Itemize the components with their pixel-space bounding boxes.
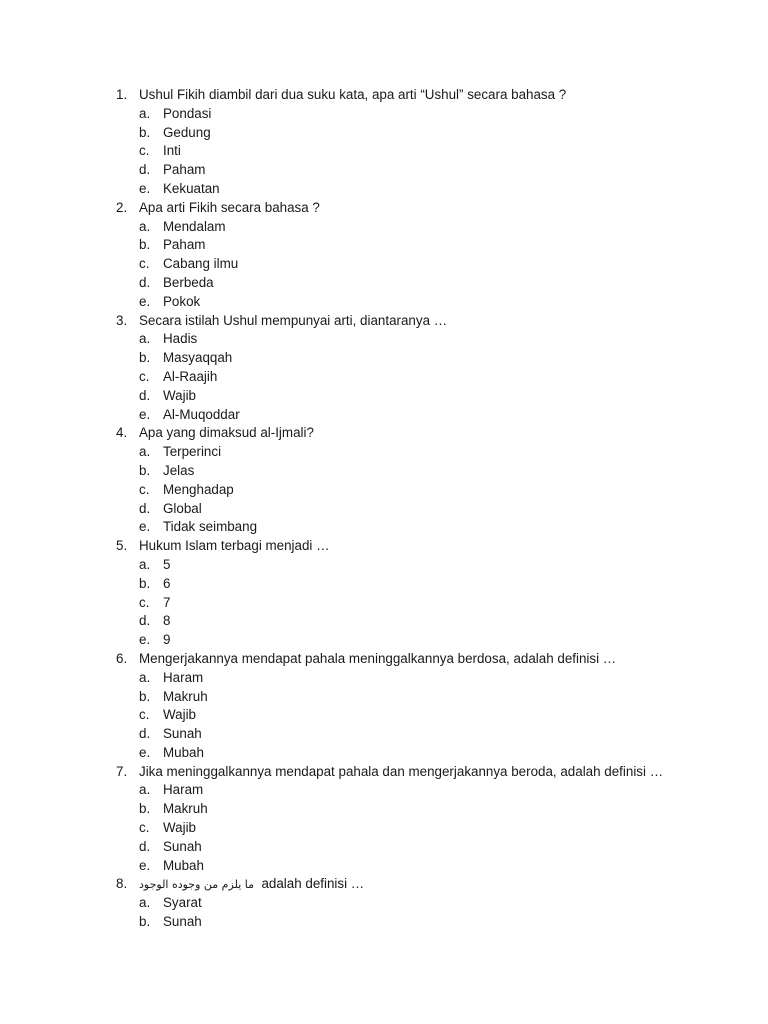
- option-text: Haram: [163, 669, 204, 685]
- option-letter: c.: [139, 707, 150, 723]
- option-c: [116, 255, 736, 274]
- option-b: [116, 236, 736, 255]
- option-text: Inti: [163, 143, 181, 159]
- option-letter: a.: [139, 331, 151, 347]
- option-d: [116, 725, 736, 744]
- option-c: [116, 819, 736, 838]
- option-letter: e.: [139, 632, 151, 648]
- option-e: [116, 631, 736, 650]
- option-text: 5: [163, 556, 171, 572]
- option-list: [116, 669, 736, 763]
- option-a: [116, 443, 736, 462]
- option-e: [116, 180, 736, 199]
- option-letter: e.: [139, 406, 151, 422]
- option-letter: b.: [139, 124, 151, 140]
- option-c: [116, 594, 736, 613]
- option-a: [116, 218, 736, 237]
- option-letter: b.: [139, 575, 151, 591]
- option-text: Menghadap: [163, 481, 234, 497]
- option-text: Sunah: [163, 838, 202, 854]
- option-e: [116, 518, 736, 537]
- option-b: [116, 124, 736, 143]
- question-number: 2.: [116, 199, 128, 215]
- option-letter: d.: [139, 274, 151, 290]
- question-line: [116, 312, 736, 331]
- option-text: Terperinci: [163, 444, 222, 460]
- option-letter: b.: [139, 462, 151, 478]
- question-number: 5.: [116, 538, 128, 554]
- question-text: Apa yang dimaksud al-Ijmali?: [139, 425, 314, 441]
- option-letter: c.: [139, 594, 150, 610]
- question-line: [116, 763, 736, 782]
- option-text: Wajib: [163, 387, 196, 403]
- option-text: Wajib: [163, 820, 196, 836]
- question-text: Secara istilah Ushul mempunyai arti, diantaranya …: [139, 312, 448, 328]
- option-text: 9: [163, 632, 171, 648]
- option-text: Kekuatan: [163, 180, 220, 196]
- option-text: Paham: [163, 162, 206, 178]
- option-letter: d.: [139, 387, 151, 403]
- option-letter: d.: [139, 162, 151, 178]
- option-e: [116, 293, 736, 312]
- option-d: [116, 838, 736, 857]
- question-text: Apa arti Fikih secara bahasa ?: [139, 199, 320, 215]
- option-letter: e.: [139, 857, 151, 873]
- option-e: [116, 857, 736, 876]
- question-line: [116, 199, 736, 218]
- option-list: [116, 556, 736, 650]
- question-text: Hukum Islam terbagi menjadi …: [139, 538, 330, 554]
- option-letter: e.: [139, 180, 151, 196]
- option-letter: b.: [139, 688, 151, 704]
- option-text: Makruh: [163, 688, 208, 704]
- option-text: Masyaqqah: [163, 350, 233, 366]
- option-text: Jelas: [163, 462, 195, 478]
- question-text: Mengerjakannya mendapat pahala meninggalkannya berdosa, adalah definisi …: [139, 650, 617, 666]
- option-letter: d.: [139, 726, 151, 742]
- option-d: [116, 612, 736, 631]
- option-text: Pondasi: [163, 105, 212, 121]
- option-e: [116, 744, 736, 763]
- option-e: [116, 406, 736, 425]
- question-line: [116, 86, 736, 105]
- option-letter: a.: [139, 782, 151, 798]
- question-text-latin: adalah definisi …: [261, 876, 365, 892]
- question-number: 8.: [116, 876, 128, 892]
- option-text: Sunah: [163, 726, 202, 742]
- option-list: [116, 105, 736, 199]
- option-letter: b.: [139, 801, 151, 817]
- question-number: 7.: [116, 763, 128, 779]
- question-3: [116, 312, 736, 425]
- option-a: [116, 330, 736, 349]
- question-line: [116, 537, 736, 556]
- option-letter: a.: [139, 669, 151, 685]
- question-text: [139, 875, 364, 895]
- question-2: [116, 199, 736, 312]
- option-a: [116, 894, 736, 913]
- option-letter: c.: [139, 368, 150, 384]
- option-c: [116, 142, 736, 161]
- option-b: [116, 688, 736, 707]
- option-letter: d.: [139, 613, 151, 629]
- option-a: [116, 781, 736, 800]
- option-b: [116, 800, 736, 819]
- option-letter: e.: [139, 519, 151, 535]
- option-d: [116, 274, 736, 293]
- option-letter: e.: [139, 293, 151, 309]
- option-letter: a.: [139, 105, 151, 121]
- option-list: [116, 330, 736, 424]
- question-number: 6.: [116, 650, 128, 666]
- option-text: Al-Muqoddar: [163, 406, 240, 422]
- option-text: Mubah: [163, 857, 204, 873]
- option-text: Wajib: [163, 707, 196, 723]
- option-letter: a.: [139, 895, 151, 911]
- question-number: 3.: [116, 312, 128, 328]
- arabic-phrase: ما يلزم من وجوده الوجود: [139, 878, 255, 892]
- question-7: [116, 763, 736, 876]
- option-letter: c.: [139, 820, 150, 836]
- question-8: [116, 875, 736, 931]
- option-text: Gedung: [163, 124, 211, 140]
- question-text: Jika meninggalkannya mendapat pahala dan mengerjakannya beroda, adalah definisi …: [139, 763, 664, 779]
- option-text: Global: [163, 500, 202, 516]
- option-letter: d.: [139, 838, 151, 854]
- option-text: Cabang ilmu: [163, 256, 239, 272]
- option-b: [116, 349, 736, 368]
- option-text: Haram: [163, 782, 204, 798]
- question-1: [116, 86, 736, 199]
- option-letter: a.: [139, 444, 151, 460]
- option-letter: c.: [139, 143, 150, 159]
- option-text: Makruh: [163, 801, 208, 817]
- option-letter: d.: [139, 500, 151, 516]
- option-text: Syarat: [163, 895, 202, 911]
- option-letter: a.: [139, 218, 151, 234]
- question-6: [116, 650, 736, 763]
- option-a: [116, 669, 736, 688]
- question-line: [116, 650, 736, 669]
- option-d: [116, 161, 736, 180]
- option-text: Pokok: [163, 293, 201, 309]
- question-line: [116, 424, 736, 443]
- option-text: 6: [163, 575, 171, 591]
- option-b: [116, 575, 736, 594]
- option-letter: e.: [139, 744, 151, 760]
- option-text: Sunah: [163, 914, 202, 930]
- option-b: [116, 462, 736, 481]
- option-text: Mendalam: [163, 218, 226, 234]
- option-c: [116, 368, 736, 387]
- option-c: [116, 706, 736, 725]
- option-list: [116, 443, 736, 537]
- option-c: [116, 481, 736, 500]
- option-text: Al-Raajih: [163, 368, 218, 384]
- option-letter: c.: [139, 481, 150, 497]
- option-letter: b.: [139, 237, 151, 253]
- option-text: Mubah: [163, 744, 204, 760]
- option-d: [116, 387, 736, 406]
- option-text: 7: [163, 594, 171, 610]
- question-5: [116, 537, 736, 650]
- option-list: [116, 894, 736, 932]
- option-text: Paham: [163, 237, 206, 253]
- option-text: Hadis: [163, 331, 198, 347]
- option-letter: b.: [139, 350, 151, 366]
- option-list: [116, 781, 736, 875]
- option-text: 8: [163, 613, 171, 629]
- option-letter: b.: [139, 914, 151, 930]
- option-d: [116, 500, 736, 519]
- question-4: [116, 424, 736, 537]
- option-text: Berbeda: [163, 274, 214, 290]
- option-b: [116, 913, 736, 932]
- question-list: [116, 86, 736, 932]
- question-number: 4.: [116, 425, 128, 441]
- question-line: [116, 875, 736, 894]
- option-letter: c.: [139, 256, 150, 272]
- option-text: Tidak seimbang: [163, 519, 258, 535]
- option-letter: a.: [139, 556, 151, 572]
- option-a: [116, 556, 736, 575]
- question-text: Ushul Fikih diambil dari dua suku kata, apa arti “Ushul” secara bahasa ?: [139, 87, 567, 102]
- option-a: [116, 105, 736, 124]
- question-number: 1.: [116, 87, 128, 102]
- option-list: [116, 218, 736, 312]
